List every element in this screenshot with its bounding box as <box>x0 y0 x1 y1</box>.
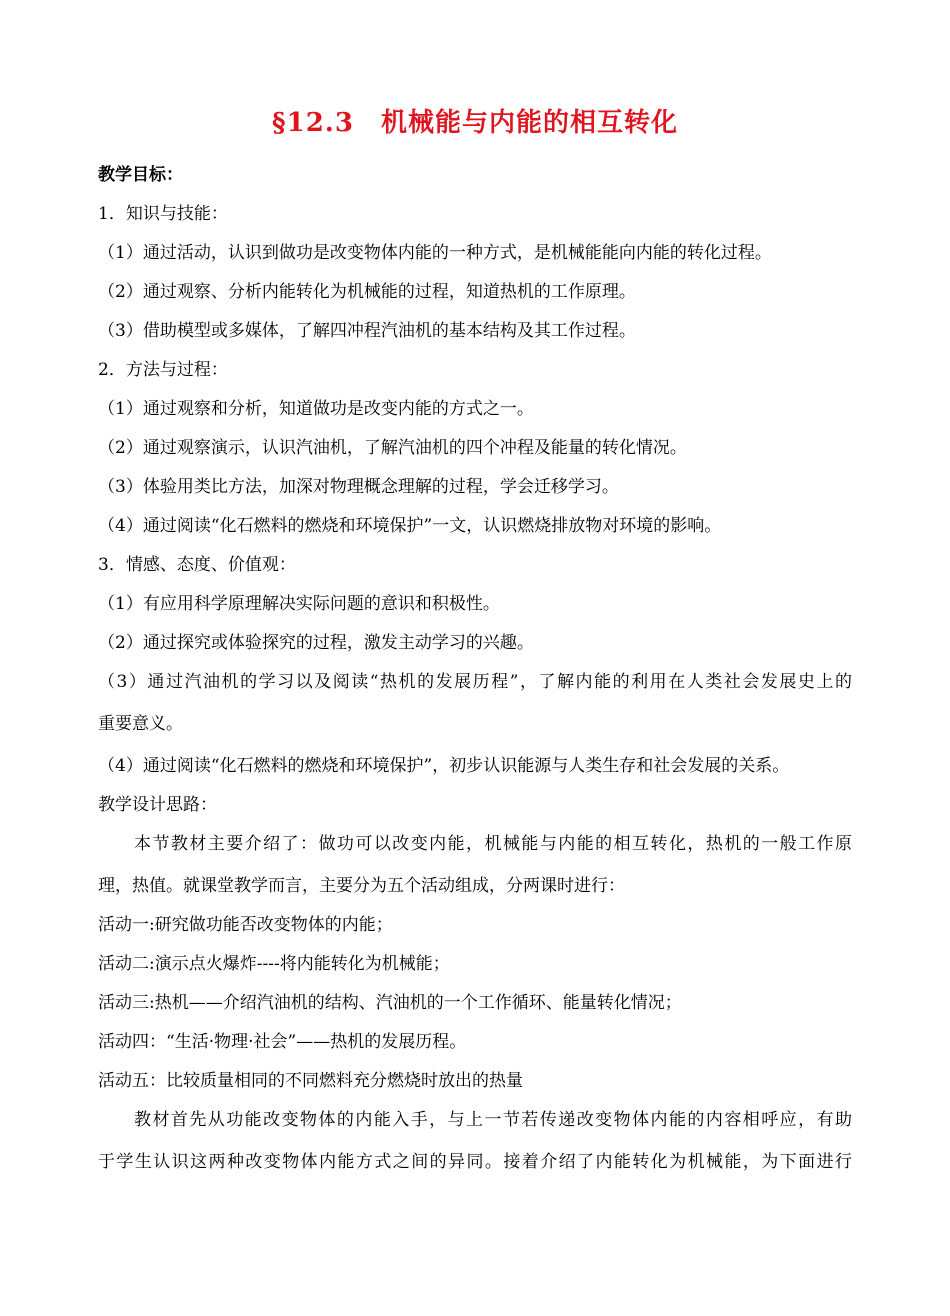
list-item-continuation: 重要意义。 <box>98 714 183 734</box>
list-item: （2）通过观察、分析内能转化为机械能的过程，知道热机的工作原理。 <box>98 282 636 302</box>
paragraph-line: 于学生认识这两种改变物体内能方式之间的异同。接着介绍了内能转化为机械能，为下面进行 <box>98 1152 852 1172</box>
activity-item: 活动五：比较质量相同的不同燃料充分燃烧时放出的热量 <box>98 1071 523 1091</box>
list-item: （4）通过阅读“化石燃料的燃烧和环境保护”，初步认识能源与人类生存和社会发展的关系。 <box>98 756 790 776</box>
list-item: （3）体验用类比方法，加深对物理概念理解的过程，学会迁移学习。 <box>98 477 619 497</box>
paragraph-line: 理，热值。就课堂教学而言，主要分为五个活动组成，分两课时进行： <box>98 876 625 896</box>
section-heading: 2．方法与过程： <box>98 360 228 380</box>
page-title: §12.3 机械能与内能的相互转化 <box>272 108 678 138</box>
list-item: （1）通过观察和分析，知道做功是改变内能的方式之一。 <box>98 399 534 419</box>
list-item: （1）通过活动，认识到做功是改变物体内能的一种方式，是机械能能向内能的转化过程。 <box>98 243 772 263</box>
activity-item: 活动二:演示点火爆炸----将内能转化为机械能； <box>98 954 450 974</box>
list-item: （2）通过观察演示，认识汽油机，了解汽油机的四个冲程及能量的转化情况。 <box>98 438 687 458</box>
activity-item: 活动四：“生活·物理·社会”——热机的发展历程。 <box>98 1032 467 1052</box>
heading-teaching-goals: 教学目标： <box>98 165 183 185</box>
heading-design-ideas: 教学设计思路： <box>98 795 217 815</box>
paragraph-line: 本节教材主要介绍了：做功可以改变内能，机械能与内能的相互转化，热机的一般工作原 <box>134 834 852 854</box>
list-item: （3）借助模型或多媒体，了解四冲程汽油机的基本结构及其工作过程。 <box>98 321 636 341</box>
section-heading: 3．情感、态度、价值观： <box>98 555 296 575</box>
section-heading: 1．知识与技能： <box>98 204 228 224</box>
activity-item: 活动三:热机——介绍汽油机的结构、汽油机的一个工作循环、能量转化情况； <box>98 993 682 1013</box>
list-item: （3）通过汽油机的学习以及阅读“热机的发展历程”，了解内能的利用在人类社会发展史上的 <box>98 672 852 692</box>
activity-item: 活动一:研究做功能否改变物体的内能； <box>98 915 393 935</box>
list-item: （4）通过阅读“化石燃料的燃烧和环境保护”一文，认识燃烧排放物对环境的影响。 <box>98 516 722 536</box>
list-item: （1）有应用科学原理解决实际问题的意识和积极性。 <box>98 594 500 614</box>
paragraph-line: 教材首先从功能改变物体的内能入手，与上一节若传递改变物体内能的内容相呼应，有助 <box>134 1110 852 1130</box>
list-item: （2）通过探究或体验探究的过程，激发主动学习的兴趣。 <box>98 633 534 653</box>
